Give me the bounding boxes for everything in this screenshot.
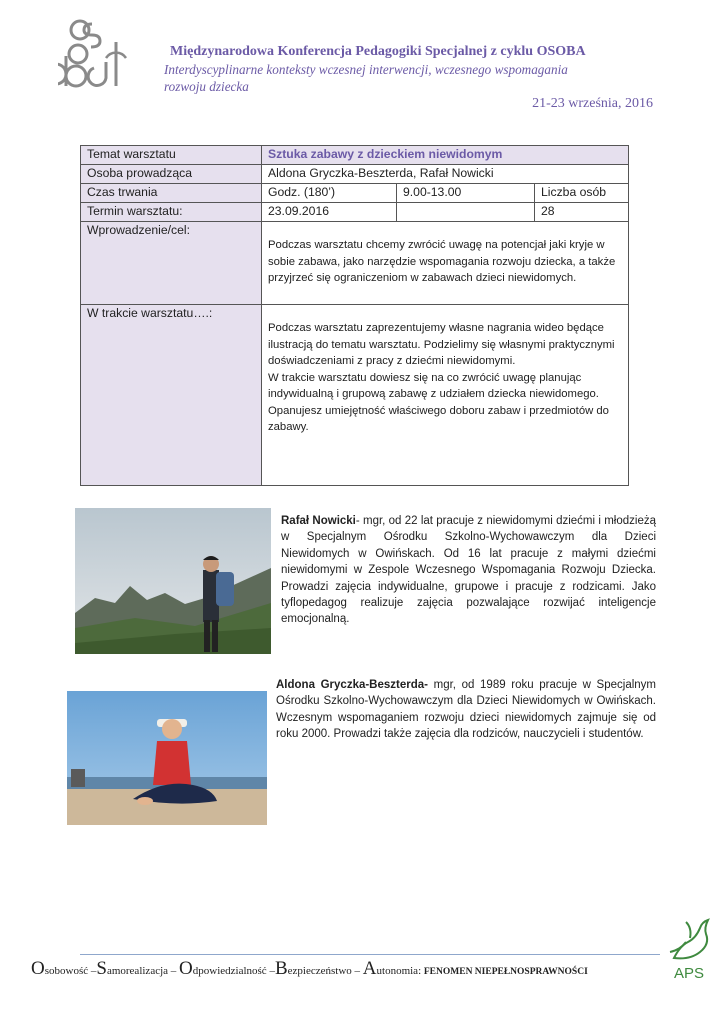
conference-title: Międzynarodowa Konferencja Pedagogiki Specjalnej z cyklu OSOBA: [170, 44, 586, 59]
bio-text: mgr, od 1989 roku pracuje w Specjalnym Ośrodku Szkolno-Wychowawczym dla Dzieci Niewidomych w Owińskach. Wczesnym wspomaganiem rozwoju dzieci niewidomych zajmuje się od roku 2000. Prowadzi także zajęcia dla rodziców, nauczycieli i studentów.: [276, 679, 656, 741]
footer-letter-s: S: [96, 958, 107, 979]
topic-value: Sztuka zabawy z dzieckiem niewidomym: [262, 146, 629, 165]
topic-label: Temat warsztatu: [81, 146, 262, 165]
footer-rule: [80, 954, 660, 955]
during-text-3: Opanujesz umiejętność właściwego doboru zabaw i przedmiotów do zabawy.: [268, 404, 609, 433]
footer-word: utonomia:: [376, 965, 424, 977]
subtitle-line-2: rozwoju dziecka: [164, 79, 249, 94]
workshop-table: [80, 145, 629, 486]
footer-motto: [31, 958, 588, 980]
aps-logo: [664, 912, 714, 984]
intro-text: Podczas warsztatu chcemy zwrócić uwagę na potencjał jaki kryje w sobie zabawa, jako narzędzie wspomagania rozwoju dziecka, a także przyjrzeć się ograniczeniom w zabawach dzieci niewidomych.: [268, 239, 616, 284]
table-row: [81, 146, 629, 165]
leader-label: Osoba prowadząca: [81, 165, 262, 184]
footer-letter-a: A: [362, 958, 377, 979]
empty-cell: [397, 203, 535, 222]
bio-name: Aldona Gryczka-Beszterda-: [276, 679, 428, 691]
people-label: Liczba osób: [535, 184, 629, 203]
bio-aldona-gryczka-beszterda: [276, 677, 656, 743]
date-label: Termin warsztatu:: [81, 203, 262, 222]
photo-rafal-nowicki: [75, 508, 271, 654]
during-label: W trakcie warsztatu….:: [81, 305, 262, 486]
bio-text: - mgr, od 22 lat pracuje z niewidomymi dziećmi i młodzieżą w Specjalnym Ośrodku Szkolno-Wychowawczym dla Dzieci Niewidomych w Owińskach. Od 16 lat pracuje z małymi dziećmi niewidomymi w Zespole Wczesnego Wspomagania Rozwoju Dziecka. Prowadzi zajęcia indywidualne, grupowe i pracuje z rodzicami. Jako tyflopedagog realizuje zajęcia pozwalające rozwijać inteligencje emocjonalną.: [281, 515, 656, 626]
leader-value: Aldona Gryczka-Beszterda, Rafał Nowicki: [262, 165, 629, 184]
intro-label: Wprowadzenie/cel:: [81, 222, 262, 305]
table-row: [81, 305, 629, 486]
footer-word: sobowość –: [44, 965, 97, 977]
footer-letter-o: O: [31, 958, 45, 979]
subtitle-line-1: Interdyscyplinarne konteksty wczesnej interwencji, wczesnego wspomagania: [164, 62, 568, 77]
intro-cell: [262, 222, 629, 305]
conference-date: 21-23 września, 2016: [532, 96, 653, 111]
during-text-2: W trakcie warsztatu dowiesz się na co zwrócić uwagę planując indywidualną i grupową zabawę z udziałem dziecka niewidomego.: [268, 371, 599, 400]
table-row: [81, 165, 629, 184]
footer-letter-b: B: [274, 958, 288, 979]
footer-caps: FENOMEN NIEPEŁNOSPRAWNOŚCI: [423, 967, 588, 977]
conference-subtitle: [164, 61, 644, 95]
footer-letter-o: O: [179, 958, 193, 979]
date-value: 23.09.2016: [262, 203, 397, 222]
table-row: [81, 184, 629, 203]
during-text-1: Podczas warsztatu zaprezentujemy własne nagrania wideo będące ilustracją do tematu warsztatu. Podzielimy się własnymi praktycznymi doświadczeniami z pracy z dziećmi niewidomymi.: [268, 322, 615, 367]
table-row: [81, 222, 629, 305]
footer-word: dpowiedzialność –: [192, 965, 275, 977]
osoba-logo: [58, 18, 140, 90]
footer-word: ezpieczeństwo –: [287, 965, 363, 977]
hours-value: 9.00-13.00: [397, 184, 535, 203]
photo-aldona-gryczka-beszterda: [67, 691, 267, 825]
bio-rafal-nowicki: [281, 513, 656, 628]
people-value: 28: [535, 203, 629, 222]
duration-value: Godz. (180’): [262, 184, 397, 203]
during-cell: [262, 305, 629, 486]
aps-logo-text: APS: [673, 965, 705, 982]
table-row: [81, 203, 629, 222]
footer-word: amorealizacja –: [106, 965, 180, 977]
duration-label: Czas trwania: [81, 184, 262, 203]
bio-name: Rafał Nowicki: [281, 515, 356, 527]
